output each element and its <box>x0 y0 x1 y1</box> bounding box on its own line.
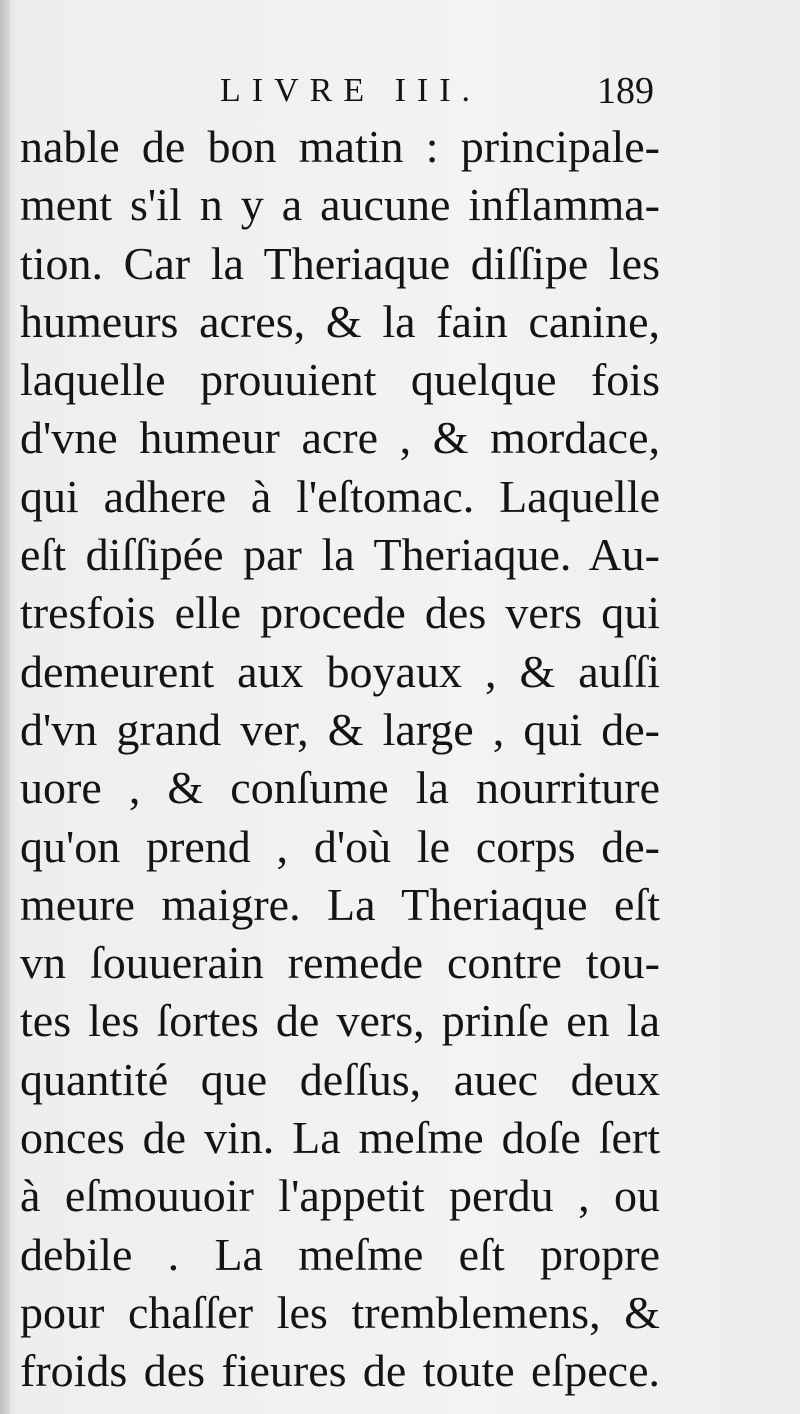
body-text <box>20 118 660 1401</box>
text-line: eſt diſſipée par la Theriaque. Au- <box>20 529 660 581</box>
running-title: LIVRE III. <box>220 72 482 109</box>
page-number: 189 <box>597 70 654 112</box>
text-line: nable de bon matin : principale- <box>20 121 660 172</box>
text-line: à eſmouuoir l'appetit perdu , ou <box>20 1170 660 1222</box>
text-line: ment s'il n y a aucune inflamma- <box>20 179 660 231</box>
text-line: vn ſouuerain remede contre tou- <box>20 937 660 989</box>
text-line: tion. Car la Theriaque diſſipe les <box>20 237 660 289</box>
text-line: humeurs acres, & la fain canine, <box>20 295 660 347</box>
text-line: froids des fieures de toute eſpece. <box>20 1345 660 1397</box>
text-line: onces de vin. La meſme doſe ſert <box>20 1112 660 1164</box>
text-line: meure maigre. La Theriaque eſt <box>20 878 660 930</box>
text-line: d'vne humeur acre , & mordace, <box>20 412 660 464</box>
text-line: quantité que deſſus, auec deux <box>20 1053 660 1105</box>
text-line: demeurent aux boyaux , & auſſi <box>20 645 660 697</box>
text-line: tes les ſortes de vers, prinſe en la <box>20 995 660 1047</box>
text-line: pour chaſſer les tremblemens, & <box>20 1286 660 1338</box>
text-line: tresfois elle procede des vers qui <box>20 587 660 639</box>
text-line: uore , & conſume la nourriture <box>20 762 660 814</box>
text-line: qu'on prend , d'où le corps de- <box>20 820 660 872</box>
text-line: qui adhere à l'eſtomac. Laquelle <box>20 470 660 522</box>
text-line: laquelle prouuient quelque fois <box>20 354 660 406</box>
text-line: d'vn grand ver, & large , qui de- <box>20 703 660 755</box>
text-line: debile . La meſme eſt propre <box>20 1228 660 1280</box>
running-head <box>24 66 654 116</box>
page-gutter-shadow <box>0 0 10 1414</box>
